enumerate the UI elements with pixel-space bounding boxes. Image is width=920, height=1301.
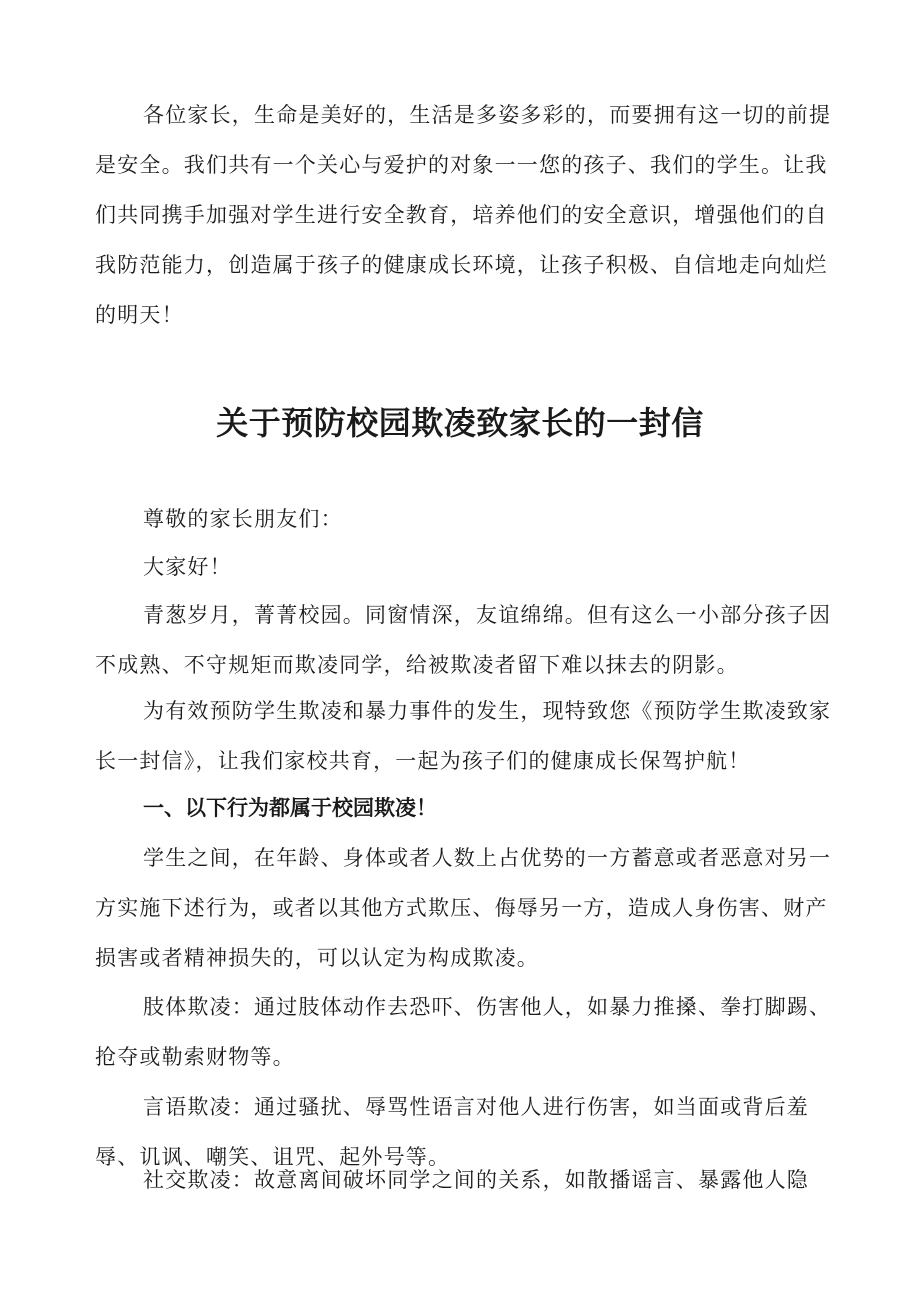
paragraph-definition: 学生之间，在年龄、身体或者人数上占优势的一方蓄意或者恶意对另一方实施下述行为，或者以其他方式欺压、侮辱另一方，造成人身伤害、财产损害或者精神损失的，可以认定为构成欺凌。 xyxy=(95,846,832,970)
paragraph-physical-bullying: 肢体欺凌：通过肢体动作去恐吓、伤害他人，如暴力推搡、拳打脚踢、抢夺或勒索财物等。 xyxy=(95,995,832,1069)
paragraph-verbal-bullying: 言语欺凌：通过骚扰、辱骂性语言对他人进行伤害，如当面或背后羞辱、讥讽、嘲笑、诅咒、起外号等。 xyxy=(95,1095,809,1169)
intro-paragraph: 各位家长，生命是美好的，生活是多姿多彩的，而要拥有这一切的前提是安全。我们共有一个关心与爱护的对象一一您的孩子、我们的学生。让我们共同携手加强对学生进行安全教育，培养他们的安全意识，增强他们的自我防范能力，创造属于孩子的健康成长环境，让孩子积极、自信地走向灿烂的明天！ xyxy=(95,103,832,327)
section-heading-1: 一、以下行为都属于校园欺凌！ xyxy=(143,796,437,820)
paragraph-social-bullying: 社交欺凌：故意离间破坏同学之间的关系，如散播谣言、暴露他人隐 xyxy=(143,1168,809,1192)
salutation: 尊敬的家长朋友们： xyxy=(143,507,343,531)
greeting: 大家好！ xyxy=(143,555,232,579)
paragraph-purpose: 为有效预防学生欺凌和暴力事件的发生，现特致您《预防学生欺凌致家长一封信》，让我们家校共育，一起为孩子们的健康成长保驾护航！ xyxy=(95,699,832,773)
page-title: 关于预防校园欺凌致家长的一封信 xyxy=(216,404,704,442)
paragraph-intro-bullying: 青葱岁月，菁菁校园。同窗情深，友谊绵绵。但有这么一小部分孩子因不成熟、不守规矩而欺凌同学，给被欺凌者留下难以抹去的阴影。 xyxy=(95,603,832,677)
